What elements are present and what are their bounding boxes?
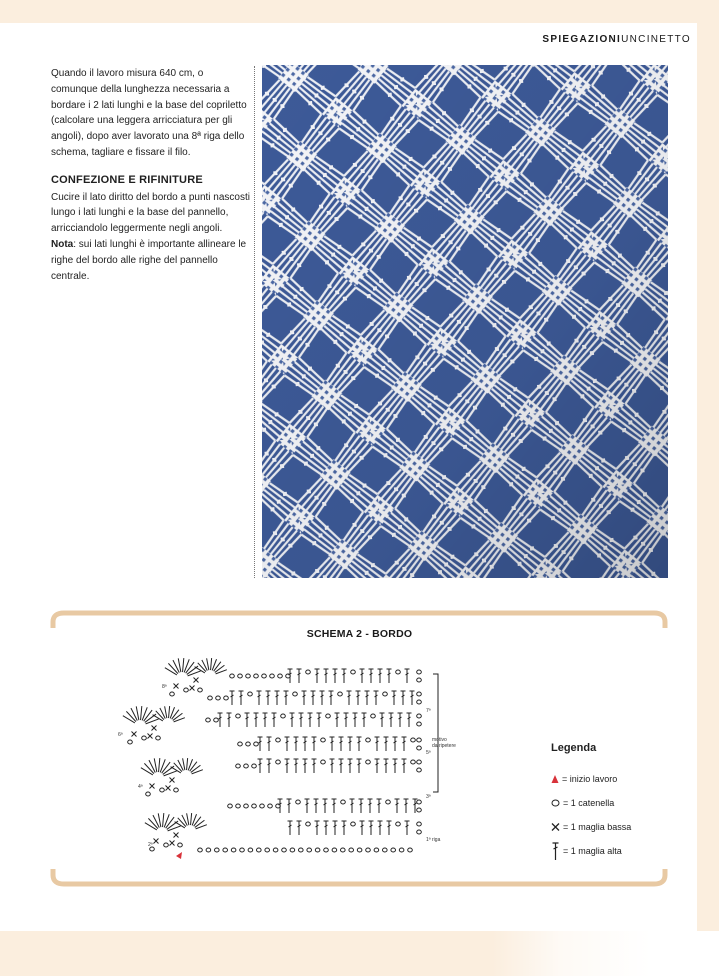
double-crochet-stitch: [404, 799, 409, 813]
double-crochet-stitch: [239, 691, 244, 705]
double-crochet-stitch: [315, 669, 320, 683]
double-crochet-stitch: [263, 713, 268, 727]
chain-stitch: [383, 848, 388, 852]
double-crochet-stitch: [362, 713, 367, 727]
double-crochet-stitch: [308, 713, 313, 727]
fan-label-4: 4ª: [138, 784, 143, 790]
chain-stitch: [299, 848, 304, 852]
double-crochet-stitch: [392, 691, 397, 705]
chain-stitch: [254, 674, 259, 678]
double-crochet-stitch: [335, 713, 340, 727]
chain-stitch: [396, 822, 401, 826]
chain-stitch: [208, 696, 213, 700]
row-label-1: 1ª riga: [426, 837, 441, 843]
instructions-column: [51, 66, 251, 284]
double-crochet-stitch: [267, 759, 272, 773]
double-crochet-stitch: [395, 799, 400, 813]
cross-icon: [551, 822, 560, 832]
chain-stitch: [357, 848, 362, 852]
fan-stitch: [153, 715, 163, 721]
chain-stitch: [278, 674, 283, 678]
chain-stitch: [252, 764, 257, 768]
double-crochet-stitch: [254, 713, 259, 727]
double-crochet-stitch: [374, 691, 379, 705]
double-crochet-stitch: [333, 821, 338, 835]
chain-stitch: [351, 670, 356, 674]
double-crochet-stitch: [330, 737, 335, 751]
double-crochet-stitch: [369, 821, 374, 835]
chain-stitch: [366, 848, 371, 852]
row-label-5: 5ª: [426, 750, 431, 756]
double-crochet-stitch: [302, 691, 307, 705]
lace-pattern-image: [262, 65, 668, 578]
fan-stitch: [182, 815, 187, 826]
fan-stitch: [131, 708, 137, 720]
triangle-icon: [551, 774, 559, 784]
chain-stitch: [273, 848, 278, 852]
single-crochet-stitch: [150, 784, 155, 789]
double-crochet-stitch: [258, 759, 263, 773]
fan-stitch: [202, 660, 207, 671]
chain-stitch: [417, 700, 422, 704]
schema-title: SCHEMA 2 - BORDO: [306, 628, 413, 640]
chain-stitch: [174, 788, 179, 792]
section-header: [542, 34, 691, 45]
chain-stitch: [408, 848, 413, 852]
chain-stitch: [417, 822, 422, 826]
finishing-paragraph: [51, 190, 251, 285]
double-crochet-stitch: [369, 669, 374, 683]
chain-stitch: [306, 822, 311, 826]
chain-stitch: [324, 848, 329, 852]
chain-stitch: [374, 848, 379, 852]
double-crochet-stitch: [267, 737, 272, 751]
chain-stitch: [170, 692, 175, 696]
chain-stitch: [417, 738, 422, 742]
double-crochet-stitch: [285, 759, 290, 773]
double-crochet-stitch: [332, 799, 337, 813]
chain-stitch: [417, 692, 422, 696]
chain-stitch: [265, 848, 270, 852]
double-crochet-stitch: [288, 821, 293, 835]
crochet-photo: [262, 65, 668, 578]
fan-stitch: [154, 758, 157, 772]
double-crochet-stitch: [348, 759, 353, 773]
single-crochet-stitch: [132, 732, 137, 737]
double-crochet-stitch: [275, 691, 280, 705]
section-header-bold: SPIEGAZIONI: [542, 34, 622, 45]
chain-stitch: [276, 738, 281, 742]
double-crochet-stitch: [287, 799, 292, 813]
double-crochet-stitch: [303, 737, 308, 751]
chain-stitch: [160, 788, 165, 792]
legend-label-chain: = 1 catenella: [563, 798, 615, 808]
fan-stitch: [168, 826, 181, 831]
chain-stitch: [206, 718, 211, 722]
fan-stitch: [149, 760, 155, 772]
fan-stitch: [169, 706, 170, 718]
double-crochet-stitch: [285, 737, 290, 751]
fan-stitch: [159, 758, 160, 772]
double-crochet-stitch: [317, 713, 322, 727]
double-crochet-stitch: [393, 759, 398, 773]
chain-stitch: [236, 714, 241, 718]
double-crochet-stitch: [401, 691, 406, 705]
legend-item-start: [551, 767, 691, 791]
double-crochet-stitch: [294, 759, 299, 773]
fan-stitch: [153, 815, 159, 827]
double-crochet-stitch: [278, 799, 283, 813]
fan-stitch: [160, 708, 165, 719]
fan-stitch: [168, 663, 178, 673]
chain-stitch: [214, 718, 219, 722]
single-crochet-stitch: [194, 678, 199, 683]
single-crochet-stitch: [170, 841, 175, 846]
single-crochet-stitch: [148, 734, 153, 739]
double-crochet-stitch: [353, 713, 358, 727]
double-crochet-stitch: [405, 821, 410, 835]
legend-item-double-crochet: [551, 839, 691, 863]
fan-label-6: 6ª: [118, 732, 123, 738]
legend-item-chain: [551, 791, 691, 815]
double-crochet-stitch: [405, 669, 410, 683]
double-crochet-stitch: [356, 691, 361, 705]
chain-stitch: [146, 792, 151, 796]
chain-stitch: [244, 764, 249, 768]
fan-stitch: [158, 813, 161, 827]
double-crochet-stitch: [377, 799, 382, 813]
double-crochet-stitch: [288, 669, 293, 683]
legend-title: Legenda: [551, 742, 597, 754]
fan-stitch: [163, 813, 164, 827]
chain-stitch: [411, 760, 416, 764]
double-crochet-stitch: [257, 691, 262, 705]
chain-stitch: [326, 714, 331, 718]
chain-stitch: [349, 848, 354, 852]
single-crochet-stitch: [152, 726, 157, 731]
note-text: : sui lati lunghi è importante allineare le righe del bordo alle righe del pannello centrale.: [51, 238, 247, 282]
fan-stitch: [178, 760, 183, 771]
chain-stitch: [417, 808, 422, 812]
double-crochet-stitch: [342, 669, 347, 683]
fan-stitch: [211, 658, 212, 670]
double-crochet-stitch: [342, 821, 347, 835]
fan-stitch: [187, 758, 188, 770]
chain-stitch: [128, 740, 133, 744]
chain-stitch: [417, 670, 422, 674]
chain-stitch: [411, 738, 416, 742]
double-crochet-stitch: [368, 799, 373, 813]
chain-stitch: [417, 830, 422, 834]
double-crochet-stitch: [305, 799, 310, 813]
double-crochet-stitch: [359, 799, 364, 813]
double-crochet-stitch: [375, 737, 380, 751]
circle-icon: [551, 798, 560, 808]
fan-stitch: [174, 763, 182, 772]
chain-stitch: [184, 688, 189, 692]
double-crochet-stitch: [299, 713, 304, 727]
double-crochet-stitch: [389, 713, 394, 727]
chain-stitch: [228, 804, 233, 808]
fan-stitch: [207, 658, 209, 670]
chain-stitch: [262, 674, 267, 678]
note-label: Nota: [51, 238, 74, 250]
chain-stitch: [198, 848, 203, 852]
chain-stitch: [260, 804, 265, 808]
legend-label-single-crochet: = 1 maglia bassa: [563, 822, 632, 832]
row-label-3: 3ª: [426, 794, 431, 800]
double-crochet-stitch: [230, 691, 235, 705]
chain-stitch: [341, 800, 346, 804]
chain-stitch: [306, 670, 311, 674]
fan-stitch: [191, 813, 192, 825]
double-crochet-stitch: [339, 737, 344, 751]
chain-stitch: [206, 848, 211, 852]
single-crochet-stitch: [174, 833, 179, 838]
fan-stitch: [160, 759, 165, 772]
fan-stitch: [142, 707, 147, 720]
fan-stitch: [141, 768, 153, 775]
double-crochet-stitch: [387, 821, 392, 835]
chain-stitch: [290, 848, 295, 852]
schema-frame-top: [50, 608, 668, 630]
double-crochet-stitch: [330, 759, 335, 773]
chain-stitch: [321, 760, 326, 764]
chain-stitch: [268, 804, 273, 808]
fan-stitch: [171, 767, 181, 773]
double-crochet-stitch: [360, 669, 365, 683]
double-crochet-stitch: [407, 713, 412, 727]
double-crochet-stitch: [387, 669, 392, 683]
double-crochet-stitch: [375, 759, 380, 773]
double-crochet-stitch: [410, 691, 415, 705]
double-crochet-stitch: [344, 713, 349, 727]
chain-stitch: [248, 848, 253, 852]
chain-stitch: [230, 674, 235, 678]
double-crochet-stitch: [380, 713, 385, 727]
double-crochet-stitch: [324, 821, 329, 835]
chain-stitch: [417, 768, 422, 772]
double-crochet-stitch: [384, 759, 389, 773]
double-crochet-icon: [551, 841, 560, 861]
fan-stitch: [175, 822, 185, 828]
double-crochet-stitch: [384, 737, 389, 751]
crochet-chart: [100, 648, 480, 863]
chain-stitch: [156, 736, 161, 740]
chain-stitch: [321, 738, 326, 742]
chain-stitch: [366, 760, 371, 764]
chain-stitch: [315, 848, 320, 852]
fan-stitch: [126, 711, 136, 721]
fan-stitch: [144, 763, 154, 773]
finishing-heading: CONFEZIONE E RIFINITURE: [51, 173, 203, 186]
page-corner-highlight: [492, 931, 719, 976]
repeat-label-2: da ripetere: [432, 743, 456, 749]
double-crochet-stitch: [365, 691, 370, 705]
fan-stitch: [178, 658, 181, 672]
double-crochet-stitch: [312, 737, 317, 751]
chain-stitch: [224, 696, 229, 700]
double-crochet-stitch: [312, 759, 317, 773]
chain-stitch: [270, 674, 275, 678]
fan-stitch: [195, 667, 205, 673]
legend-item-single-crochet: [551, 815, 691, 839]
section-header-rest: UNCINETTO: [621, 34, 691, 45]
fan-stitch: [148, 818, 158, 828]
legend: [551, 742, 691, 863]
chain-stitch: [417, 760, 422, 764]
chain-stitch: [332, 848, 337, 852]
fan-stitch: [173, 660, 179, 672]
double-crochet-stitch: [393, 737, 398, 751]
chain-stitch: [293, 692, 298, 696]
double-crochet-stitch: [378, 821, 383, 835]
fan-stitch: [165, 668, 177, 675]
chain-stitch: [383, 692, 388, 696]
fan-stitch: [123, 716, 135, 723]
fan-stitch: [164, 771, 177, 776]
fan-stitch: [184, 659, 189, 672]
double-crochet-stitch: [324, 669, 329, 683]
chain-stitch: [341, 848, 346, 852]
crochet-chart-drawing: [100, 648, 480, 863]
fan-label-8: 8ª: [162, 684, 167, 690]
single-crochet-stitch: [166, 786, 171, 791]
chain-stitch: [281, 714, 286, 718]
double-crochet-stitch: [320, 691, 325, 705]
double-crochet-stitch: [333, 669, 338, 683]
double-crochet-stitch: [357, 759, 362, 773]
double-crochet-stitch: [339, 759, 344, 773]
double-crochet-stitch: [245, 713, 250, 727]
chain-stitch: [254, 742, 259, 746]
chain-stitch: [351, 822, 356, 826]
double-crochet-stitch: [402, 737, 407, 751]
chain-stitch: [366, 738, 371, 742]
fan-stitch: [141, 706, 142, 720]
chain-stitch: [399, 848, 404, 852]
chain-stitch: [296, 800, 301, 804]
column-divider: [254, 66, 255, 578]
fan-stitch: [183, 658, 184, 672]
chain-stitch: [417, 746, 422, 750]
double-crochet-stitch: [266, 691, 271, 705]
double-crochet-stitch: [323, 799, 328, 813]
double-crochet-stitch: [294, 737, 299, 751]
double-crochet-stitch: [360, 821, 365, 835]
double-crochet-stitch: [297, 821, 302, 835]
chain-stitch: [164, 843, 169, 847]
fan-stitch: [178, 818, 186, 827]
chain-stitch: [238, 674, 243, 678]
row-label-7: 7ª: [426, 708, 431, 714]
chain-stitch: [396, 670, 401, 674]
legend-label-start: = inizio lavoro: [562, 774, 618, 784]
double-crochet-stitch: [314, 799, 319, 813]
double-crochet-stitch: [350, 799, 355, 813]
intro-paragraph: Quando il lavoro misura 640 cm, o comunque della lunghezza necessaria a bordare i 2 lati lunghi e la base del copriletto (calcolare una leggera arricciatura per gli angoli), dopo aver lavorato una 8ª riga dello schema, tagliare e fissare il filo.: [51, 68, 247, 158]
single-crochet-stitch: [190, 686, 195, 691]
single-crochet-stitch: [170, 778, 175, 783]
chain-stitch: [246, 742, 251, 746]
chain-stitch: [391, 848, 396, 852]
double-crochet-stitch: [348, 737, 353, 751]
fan-stitch: [136, 706, 139, 720]
chain-stitch: [215, 848, 220, 852]
chain-stitch: [216, 696, 221, 700]
double-crochet-stitch: [398, 713, 403, 727]
double-crochet-stitch: [329, 691, 334, 705]
fan-label-2: 2ª: [148, 842, 153, 848]
double-crochet-stitch: [311, 691, 316, 705]
fan-stitch: [187, 813, 189, 825]
legend-label-double-crochet: = 1 maglia alta: [563, 846, 622, 856]
double-crochet-stitch: [347, 691, 352, 705]
chain-stitch: [231, 848, 236, 852]
chain-stitch: [276, 760, 281, 764]
chain-stitch: [178, 843, 183, 847]
chain-stitch: [417, 678, 422, 682]
double-crochet-stitch: [357, 737, 362, 751]
fan-stitch: [198, 663, 206, 672]
fan-stitch: [156, 711, 164, 720]
chain-stitch: [338, 692, 343, 696]
fan-stitch: [164, 814, 169, 827]
chain-stitch: [142, 736, 147, 740]
double-crochet-stitch: [272, 713, 277, 727]
chain-stitch: [252, 804, 257, 808]
chain-stitch: [223, 848, 228, 852]
single-crochet-stitch: [174, 684, 179, 689]
double-crochet-stitch: [378, 669, 383, 683]
fan-stitch: [183, 758, 185, 770]
repeat-label-1: motivo: [432, 737, 447, 743]
fan-stitch: [188, 671, 201, 676]
chain-stitch: [282, 848, 287, 852]
chain-stitch: [238, 742, 243, 746]
chain-stitch: [371, 714, 376, 718]
chain-stitch: [417, 722, 422, 726]
double-crochet-stitch: [284, 691, 289, 705]
chain-stitch: [417, 800, 422, 804]
chain-stitch: [417, 714, 422, 718]
finishing-text: Cucire il lato diritto del bordo a punti nascosti lungo i lati lunghi e la base del pannello, arricciandolo leggermente negli angoli.: [51, 191, 250, 235]
schema-frame-bottom: [50, 867, 668, 889]
chain-stitch: [257, 848, 262, 852]
chain-stitch: [246, 674, 251, 678]
double-crochet-stitch: [297, 669, 302, 683]
chain-stitch: [236, 804, 241, 808]
double-crochet-stitch: [290, 713, 295, 727]
single-crochet-stitch: [154, 839, 159, 844]
chain-stitch: [307, 848, 312, 852]
chain-stitch: [248, 692, 253, 696]
double-crochet-stitch: [227, 713, 232, 727]
chain-stitch: [244, 804, 249, 808]
start-marker-icon: [176, 852, 182, 859]
fan-stitch: [146, 719, 159, 724]
chain-stitch: [236, 764, 241, 768]
fan-stitch: [165, 706, 167, 718]
chain-stitch: [240, 848, 245, 852]
double-crochet-stitch: [303, 759, 308, 773]
double-crochet-stitch: [402, 759, 407, 773]
double-crochet-stitch: [315, 821, 320, 835]
chain-stitch: [198, 688, 203, 692]
chain-stitch: [386, 800, 391, 804]
fan-stitch: [145, 823, 157, 830]
